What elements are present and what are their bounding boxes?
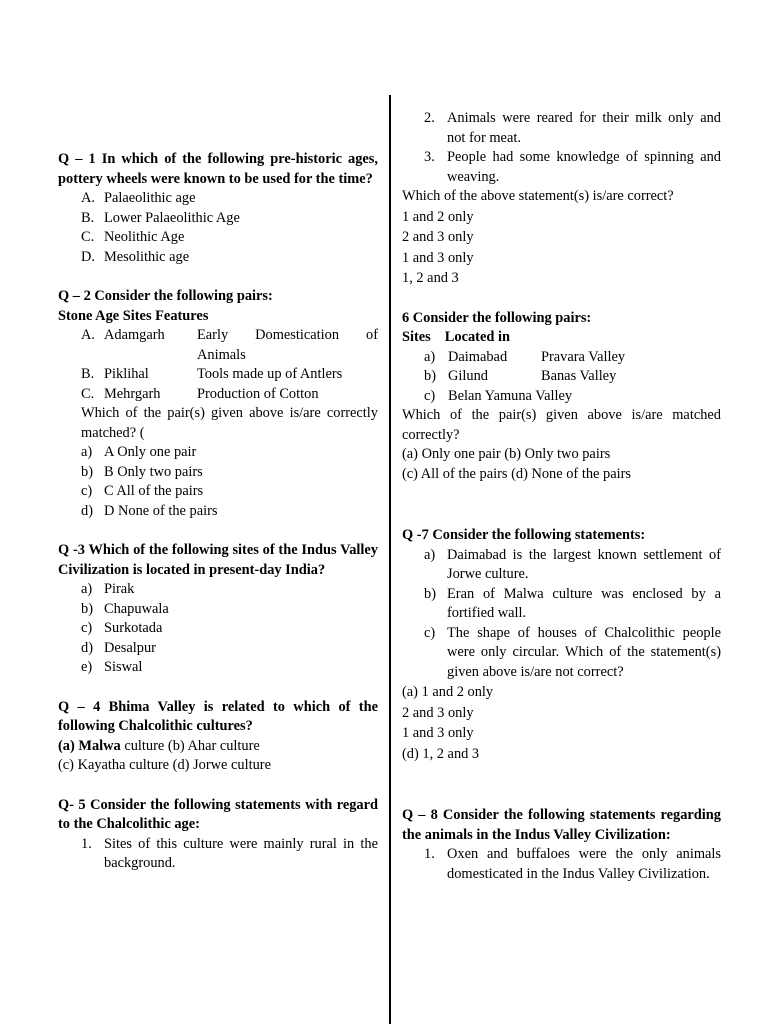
option-item: 1, 2 and 3: [402, 270, 459, 286]
column-divider: [389, 95, 391, 1024]
question-4-options-line-1: (a) Malwa culture (b) Ahar culture: [58, 737, 260, 754]
question-3-title: Q -3 Which of the following sites of the Indus Valley Civilization is located in present-day India?: [58, 542, 378, 578]
statement-item: b) Eran of Malwa culture was enclosed by a fortified wall.: [424, 585, 721, 621]
question-2-title: Q – 2 Consider the following pairs:: [58, 288, 273, 304]
option-item: 1 and 3 only: [402, 725, 474, 741]
pair-row: a) Daimabad Pravara Valley: [424, 348, 626, 365]
statement-item: a) Daimabad is the largest known settlement of Jorwe culture.: [424, 546, 721, 582]
question-4-title: Q – 4 Bhima Valley is related to which of the following Chalcolithic cultures?: [58, 698, 378, 734]
option-item: d) D None of the pairs: [81, 502, 218, 519]
statement-item: 3. People had some knowledge of spinning and weaving.: [424, 149, 721, 185]
question-5-prompt: Which of the above statement(s) is/are correct?: [402, 188, 674, 204]
left-column: [58, 150, 378, 874]
option-item: B. Lower Palaeolithic Age: [81, 209, 240, 226]
option-item: 1 and 3 only: [402, 249, 474, 266]
right-column: [402, 109, 721, 884]
pair-row: A. Adamgarh Early Domestication of Animals: [81, 327, 378, 363]
question-6-prompt: Which of the pair(s) given above is/are matched correctly?: [402, 407, 721, 443]
question-1-options: [58, 189, 378, 267]
option-item: D. Mesolithic age: [81, 248, 190, 265]
pair-row: B. Piklihal Tools made up of Antlers: [81, 366, 343, 382]
option-item: a) Pirak: [81, 581, 135, 597]
statement-item: 2. Animals were reared for their milk only and not for meat.: [424, 110, 721, 146]
question-6-options-line-1: (a) Only one pair (b) Only two pairs: [402, 446, 611, 462]
question-2-pairs: [58, 326, 378, 404]
question-3-options: [58, 580, 378, 678]
option-item: 2 and 3 only: [402, 704, 474, 721]
option-item: (d) 1, 2 and 3: [402, 745, 480, 762]
question-6-pairs: [402, 348, 721, 407]
question-6-table-header: Sites Located in: [402, 329, 510, 345]
statement-item: 1. Sites of this culture were mainly rural in the background.: [81, 835, 378, 871]
question-6-options-line-2: (c) All of the pairs (d) None of the pairs: [402, 465, 631, 482]
option-item: a) A Only one pair: [81, 444, 197, 460]
option-item: 2 and 3 only: [402, 229, 474, 245]
option-item: b) B Only two pairs: [81, 463, 203, 480]
question-1-title: Q – 1 In which of the following pre-historic ages, pottery wheels were known to be used for the time?: [58, 151, 378, 187]
option-item: C. Neolithic Age: [81, 229, 185, 245]
question-2-options: [58, 443, 378, 521]
question-5-title: Q- 5 Consider the following statements with regard to the Chalcolithic age:: [58, 796, 378, 832]
pair-row: C. Mehrgarh Production of Cotton: [81, 385, 319, 402]
question-6-title: 6 Consider the following pairs:: [402, 309, 592, 326]
question-8-title: Q – 8 Consider the following statements regarding the animals in the Indus Valley Civilization:: [402, 807, 721, 843]
option-item: A. Palaeolithic age: [81, 190, 196, 206]
question-7-title: Q -7 Consider the following statements:: [402, 527, 646, 543]
statement-item: c) The shape of houses of Chalcolithic people were only circular. Which of the statement(s) given above is/are not correct?: [424, 624, 721, 680]
question-2-table-header: Stone Age Sites Features: [58, 307, 209, 324]
pair-row: b) Gilund Banas Valley: [424, 368, 617, 384]
option-item: e) Siswal: [81, 659, 143, 675]
pair-row: c) Belan Yamuna Valley: [424, 387, 573, 404]
statement-item: 1. Oxen and buffaloes were the only animals domesticated in the Indus Valley Civilization.: [424, 846, 721, 882]
option-item: d) Desalpur: [81, 639, 156, 656]
option-item: b) Chapuwala: [81, 600, 169, 617]
option-item: (a) 1 and 2 only: [402, 684, 494, 700]
question-2-prompt: Which of the pair(s) given above is/are correctly matched? (: [81, 405, 378, 441]
option-item: c) Surkotada: [81, 620, 163, 636]
question-4-options-line-2: (c) Kayatha culture (d) Jorwe culture: [58, 757, 271, 773]
option-item: 1 and 2 only: [402, 208, 474, 225]
option-item: c) C All of the pairs: [81, 483, 204, 499]
